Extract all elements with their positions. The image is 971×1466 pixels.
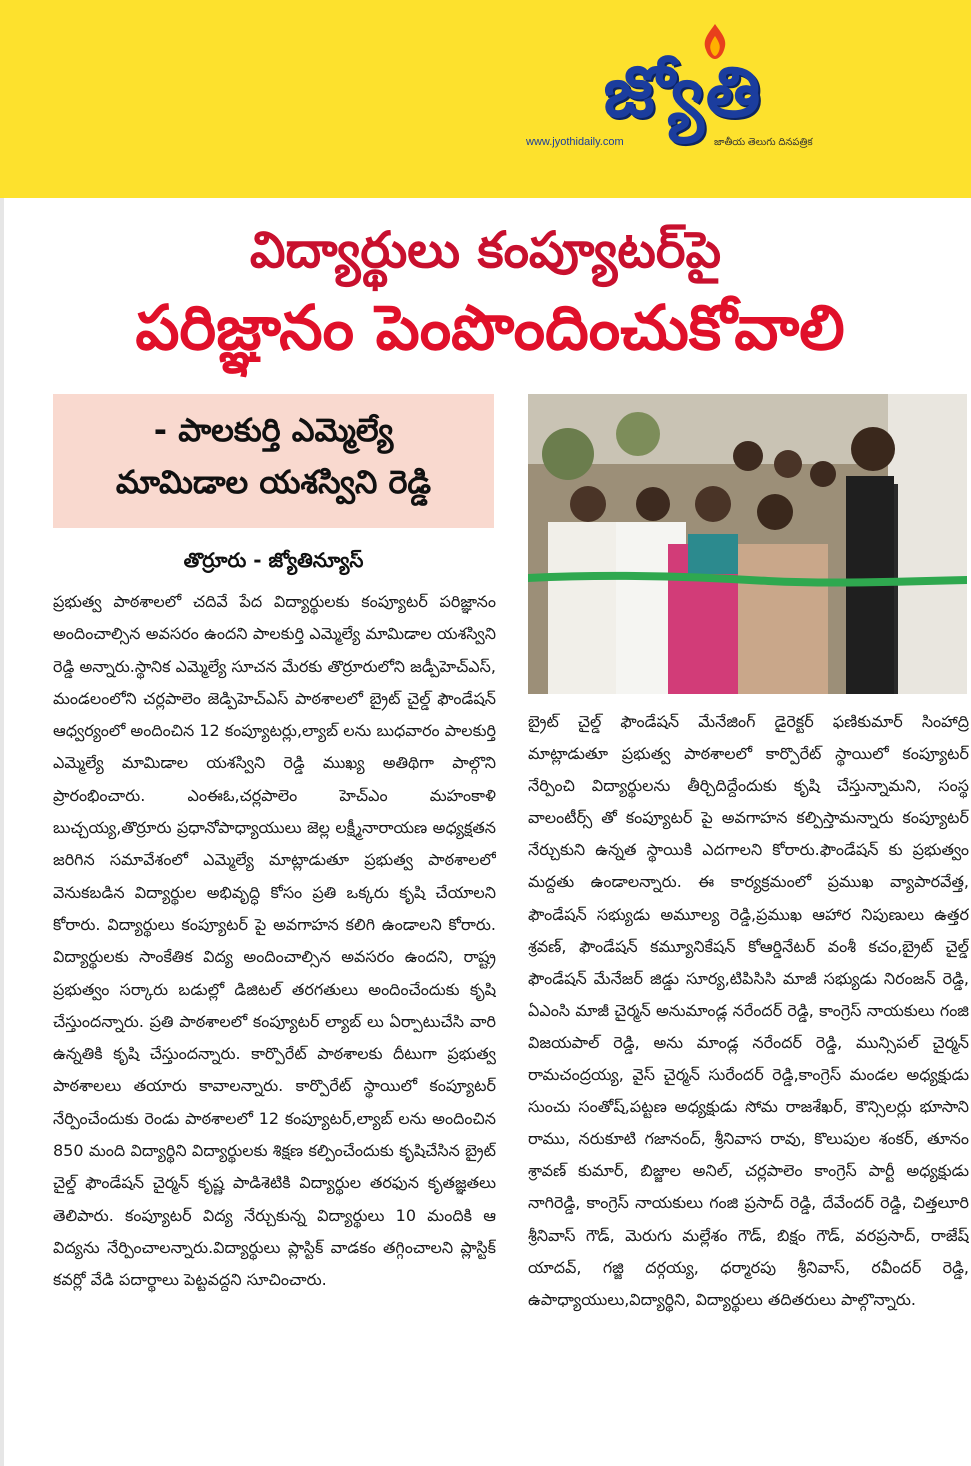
subheadline-line-1: - పాలకుర్తి ఎమ్మెల్యే [153, 411, 394, 449]
logo-wordmark: జ్యోతి [603, 51, 763, 133]
dateline: తొర్రూరు - జ్యోతిన్యూస్ [183, 548, 364, 572]
headline-line-2: పరిజ్ఞానం పెంపొందించుకోవాలి [135, 291, 845, 364]
subheadline-line-2: మామిడాల యశస్విని రెడ్డి [115, 463, 432, 501]
event-photo [528, 394, 967, 694]
masthead [0, 0, 971, 198]
article-body-right: బ్రైట్ చైల్డ్ ఫౌండేషన్ మేనేజింగ్ డైరెక్టర్ ఫణికుమార్ సింహాద్రి మాట్లాడుతూ ప్రభుత్వ పాఠశాలలో కార్పొరేట్ స్థాయిలో కంప్యూటర్ నేర్పించి విద్యార్థులను తీర్చిదిద్దేందుకు కృషి చేస్తున్నామని, సంస్థ వాలంటీర్స్ తో కంప్యూటర్ పై అవగాహన కల్పిస్తామన్నారు కంప్యూటర్ నేర్చుకుని ఉన్నత స్థాయికి ఎదగాలని కోరారు.ఫౌండేషన్ కు ప్రభుత్వం మద్దతు ఉండాలన్నారు. ఈ కార్యక్రమంలో ప్రముఖ వ్యాపారవేత్త, ఫౌండేషన్ సభ్యుడు అమూల్య రెడ్డి,ప్రముఖ ఆహార నిపుణులు ఉత్తర శ్రవణ్, ఫౌండేషన్ కమ్యూనికేషన్ కోఆర్డినేటర్ వంశీ కచం,బ్రైట్ చైల్డ్ ఫౌండేషన్ మేనేజర్ జిడ్డు సూర్య,టిపిసిసి మాజీ సభ్యుడు నిరంజన్ రెడ్డి, ఏఎంసి మాజీ చైర్మన్ అనుమాండ్ల నరేందర్ రెడ్డి, కాంగ్రెస్ నాయకులు గంజి విజయపాల్ రెడ్డి, అను మాండ్ల నరేందర్ రెడ్డి, మున్సిపల్ చైర్మన్ రామచంద్రయ్య, వైస్ చైర్మన్ సురేందర్ రెడ్డి,కాంగ్రెస్ మండల అధ్యక్షుడు సుంచు సంతోష్,పట్టణ అధ్యక్షుడు సోమ రాజశేఖర్, కౌన్సిలర్లు భూసాని రాము, నరుకూటి గజానంద్, శ్రీనివాస రావు, కొలుపుల శంకర్, తూనం శ్రావణ్ కుమార్, బిజ్జాల అనిల్, చర్లపాలెం కాంగ్రెస్ పార్టీ అధ్యక్షుడు నాగిరెడ్డి, కాంగ్రెస్ నాయకులు గంజి ప్రసాద్ రెడ్డి, దేవేందర్ రెడ్డి, చిత్తలూరి శ్రీనివాస్ గౌడ్, మెరుగు మల్లేశం గౌడ్, బిక్షం గౌడ్, వరప్రసాద్, రాజేష్ యాదవ్, గజ్జి దర్గయ్య, ధర్మారపు శ్రీనివాస్, రవీందర్ రెడ్డి, ఉపాధ్యాయులు,విద్యార్థిని, విద్యార్థులు తదితరులు పాల్గొన్నారు. [528, 712, 969, 1309]
page-edge [0, 198, 4, 1466]
logo-tagline: జాతీయ తెలుగు దినపత్రిక [714, 137, 813, 148]
newspaper-logo [520, 22, 840, 172]
ribbon-cutting-photo [528, 394, 967, 694]
article-body-left: ప్రభుత్వ పాఠశాలలో చదివే పేద విద్యార్థులకు కంప్యూటర్ పరిజ్ఞానం అందించాల్సిన అవసరం ఉందని పాలకుర్తి ఎమ్మెల్యే మామిడాల యశస్విని రెడ్డి అన్నారు.స్థానిక ఎమ్మెల్యే సూచన మేరకు తొర్రూరులోని జడ్పీహెచ్ఎస్, మండలంలోని చర్లపాలెం జెడ్పిహెచ్ఎస్ పాఠశాలలో బ్రైట్ చైల్డ్ ఫౌండేషన్ ఆధ్వర్యంలో అందించిన 12 కంప్యూటర్లు,ల్యాబ్ లను బుధవారం పాలకుర్తి ఎమ్మెల్యే మామిడాల యశస్విని రెడ్డి ముఖ్య అతిథిగా పాల్గొని ప్రారంభించారు. ఎంఈఓ,చర్లపాలెం హెచ్ఎం మహంకాళి బుచ్చయ్య,తొర్రూరు ప్రధానోపాధ్యాయులు జెల్ల లక్ష్మీనారాయణ అధ్యక్షతన జరిగిన సమావేశంలో ఎమ్మెల్యే మాట్లాడుతూ ప్రభుత్వ పాఠశాలలో వెనుకబడిన విద్యార్థుల అభివృద్ధి కోసం ప్రతి ఒక్కరు కృషి చేయాలని కోరారు. విద్యార్థులు కంప్యూటర్ పై అవగాహన కలిగి ఉండాలని కోరారు. విద్యార్థులకు సాంకేతిక విద్య అందించాల్సిన అవసరం ఉందని, రాష్ట్ర ప్రభుత్వం సర్కారు బడుల్లో డిజిటల్ తరగతులు అందించేందుకు కృషి చేస్తుందన్నారు. ప్రతి పాఠశాలలో కంప్యూటర్ ల్యాబ్ లు ఏర్పాటుచేసి వారి ఉన్నతికి కృషి చేస్తుందన్నారు. కార్పొరేట్ పాఠశాలకు దీటుగా ప్రభుత్వ పాఠశాలలు తయారు కావాలన్నారు. కార్పొరేట్ స్థాయిలో కంప్యూటర్ నేర్పించేందుకు రెండు పాఠశాలలో 12 కంప్యూటర్,ల్యాబ్ లను అందించిన 850 మంది విద్యార్థిని విద్యార్థులకు శిక్షణ కల్పించేందుకు కృషిచేసిన బ్రైట్ చైల్డ్ ఫౌండేషన్ చైర్మన్ కృష్ణ పాడిశెటికి విద్యార్థుల తరఫున కృతజ్ఞతలు తెలిపారు. కంప్యూటర్ విద్య నేర్చుకున్న విద్యార్థులు 10 మందికి ఆ విద్యను నేర్పించాలన్నారు.విద్యార్థులు ప్లాస్టిక్ వాడకం తగ్గించాలని ప్లాస్టిక్ కవర్లో వేడి పదార్థాలు పెట్టవద్దని సూచించారు. [53, 592, 496, 1290]
headline-line-1: విద్యార్థులు కంప్యూటర్‌పై [249, 221, 722, 279]
website-url: www.jyothidaily.com [526, 136, 624, 148]
subheadline-box [53, 394, 494, 528]
